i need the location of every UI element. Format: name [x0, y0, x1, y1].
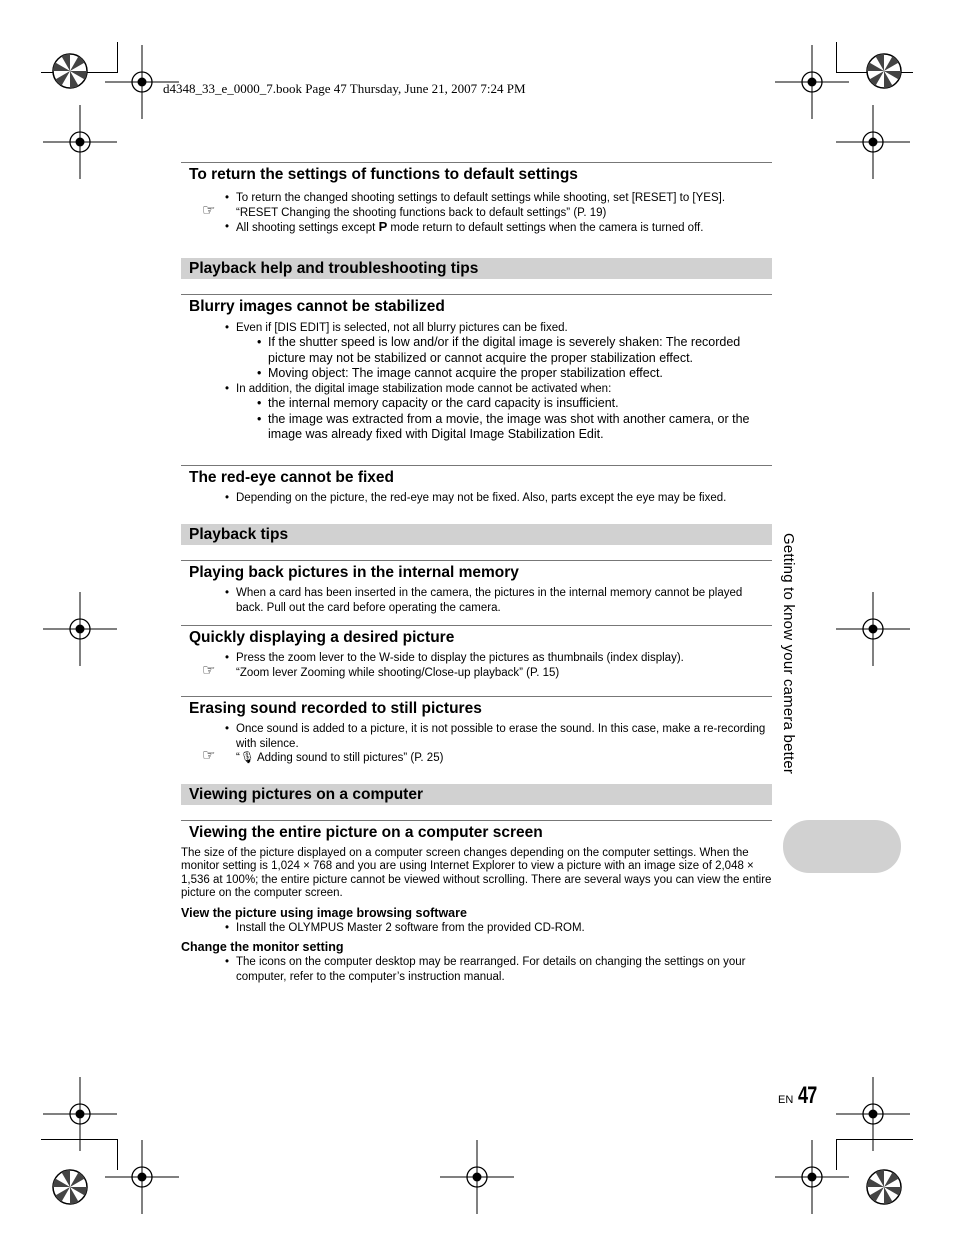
bullet-item: • Depending on the picture, the red-eye may not be fixed. Also, parts except the eye may be fixed. [181, 491, 772, 506]
bullet-item: • When a card has been inserted in the camera, the pictures in the internal memory cannot be played back. Pull out the card before operating the camera. [181, 586, 772, 615]
reference-text: “Zoom lever Zooming while shooting/Close-up playback” (P. 15) [236, 666, 560, 679]
registration-mark-icon [836, 1077, 910, 1151]
page-language: EN [778, 1094, 794, 1106]
sub-bullet-item: • If the shutter speed is low and/or if the digital image is severely shaken: The recorded picture may not be stabilized or cannot acquire the proper stabilization effect. [181, 335, 772, 366]
registration-mark-icon [43, 105, 117, 179]
registration-mark-icon [836, 105, 910, 179]
page-number [778, 1082, 822, 1110]
section-title: Erasing sound recorded to still pictures [181, 696, 772, 719]
registration-mark-icon [105, 1140, 179, 1214]
bullet-item: • In addition, the digital image stabilization mode cannot be activated when: [181, 382, 772, 397]
section-title: Playing back pictures in the internal memory [181, 560, 772, 583]
bullet-item: • To return the changed shooting settings to default settings while shooting, set [RESET] to [YES]. [181, 191, 772, 206]
color-wheel-icon [53, 54, 87, 88]
page-content [181, 162, 772, 984]
reference-hand-icon: ☞ [202, 747, 216, 764]
reference-hand-icon: ☞ [202, 661, 216, 679]
bullet-item: • Even if [DIS EDIT] is selected, not all blurry pictures can be fixed. [181, 321, 772, 336]
section-title: To return the settings of functions to default settings [181, 162, 772, 185]
bullet-item: • The icons on the computer desktop may be rearranged. For details on changing the settings on your computer, refer to the computer’s instruction manual. [181, 955, 772, 984]
reference-item [181, 201, 772, 221]
reference-item [181, 661, 772, 681]
section-title: Quickly displaying a desired picture [181, 625, 772, 648]
color-wheel-icon [53, 1170, 87, 1204]
program-mode-icon: P [378, 219, 388, 234]
sub-heading: Change the monitor setting [181, 940, 344, 955]
sub-bullet-item: • the image was extracted from a movie, the image was shot with another camera, or the image was already fixed with Digital Image Stabilization Edit. [181, 412, 772, 443]
bullet-item: • All shooting settings except P mode return to default settings when the camera is turned off. [181, 220, 772, 236]
sub-bullet-item: • Moving object: The image cannot acquire the proper stabilization effect. [181, 366, 772, 382]
registration-mark-icon [43, 592, 117, 666]
reference-hand-icon: ☞ [202, 201, 216, 219]
section-title: Blurry images cannot be stabilized [181, 294, 772, 317]
registration-mark-icon [775, 45, 849, 119]
sub-heading: View the picture using image browsing software [181, 905, 467, 920]
bullet-item: • Press the zoom lever to the W-side to display the pictures as thumbnails (index display). [181, 651, 772, 666]
section-title: The red-eye cannot be fixed [181, 465, 772, 488]
registration-mark-icon [440, 1140, 514, 1214]
section-title: Viewing the entire picture on a computer screen [181, 820, 772, 843]
page-number-value: 47 [797, 1082, 817, 1109]
registration-mark-icon [836, 592, 910, 666]
sub-bullet-item: • the internal memory capacity or the card capacity is insufficient. [181, 396, 772, 412]
side-chapter-label: Getting to know your camera better [780, 533, 797, 775]
registration-mark-icon [775, 1140, 849, 1214]
reference-text: “RESET Changing the shooting functions back to default settings” (P. 19) [236, 206, 607, 219]
section-title: Playback help and troubleshooting tips [181, 258, 772, 279]
reference-text: “🎙 Adding sound to still pictures” (P. 25) [236, 752, 444, 764]
section-title: Playback tips [181, 524, 772, 545]
reference-item [181, 747, 772, 766]
section-title: Viewing pictures on a computer [181, 784, 772, 805]
registration-mark-icon [43, 1077, 117, 1151]
color-wheel-icon [867, 54, 901, 88]
body-paragraph: The size of the picture displayed on a computer screen changes depending on the computer settings. When the monitor setting is 1,024 × 768 and you are using Internet Explorer to view a picture with an image size of 2,048 × 1,536 at 100%; the entire picture cannot be viewed without scrolling. There are several ways you can view the entire picture on the computer screen. [181, 846, 772, 900]
print-header: d4348_33_e_0000_7.book Page 47 Thursday, June 21, 2007 7:24 PM [163, 81, 526, 96]
bullet-item: • Install the OLYMPUS Master 2 software from the provided CD-ROM. [181, 921, 772, 936]
chapter-tab [783, 820, 901, 873]
color-wheel-icon [867, 1170, 901, 1204]
bullet-item: • Once sound is added to a picture, it is not possible to erase the sound. In this case, make a re-recording with silence. [181, 722, 772, 751]
